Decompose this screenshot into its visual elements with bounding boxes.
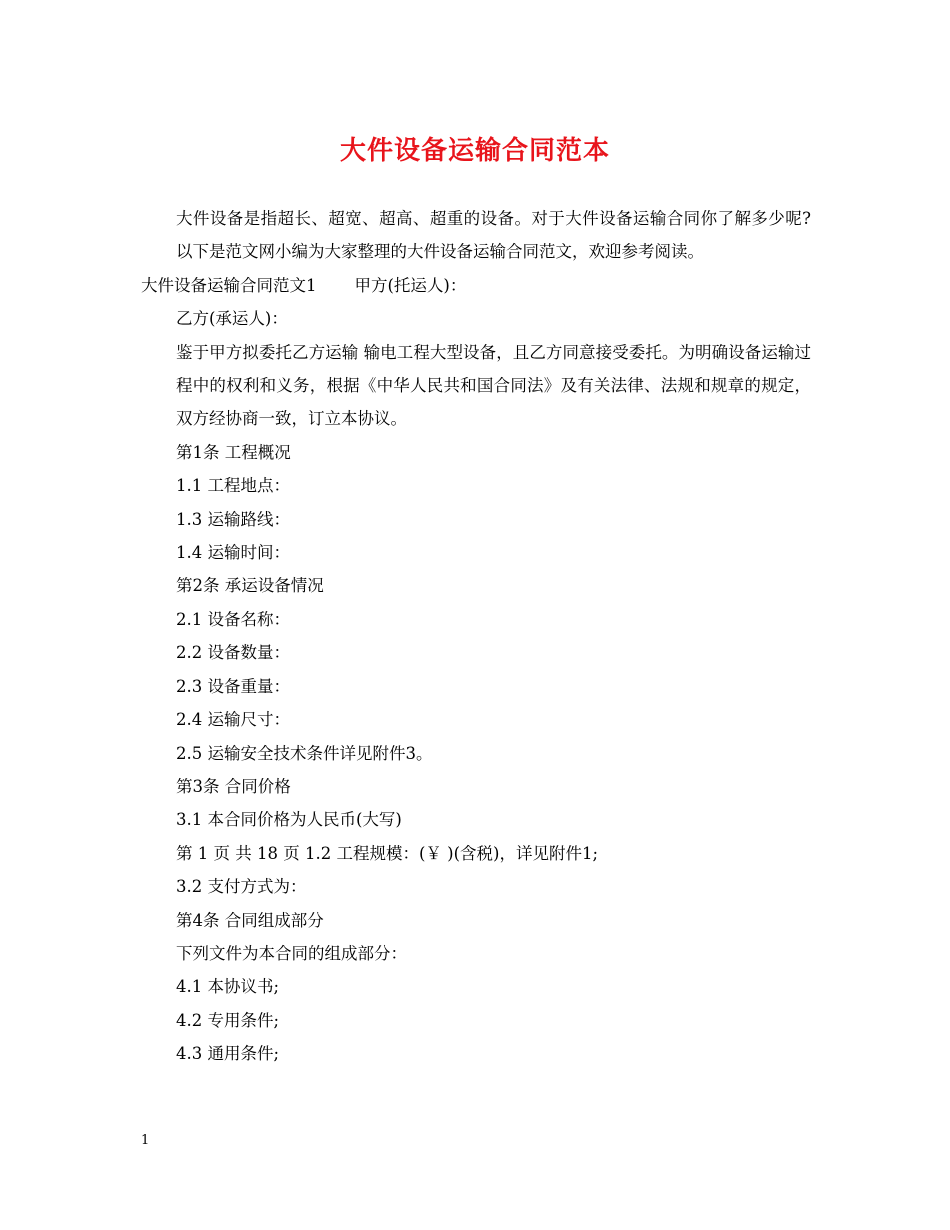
preamble-paragraph: 鉴于甲方拟委托乙方运输 输电工程大型设备，且乙方同意接受委托。为明确设备运输过程中的权利和义务，根据《中华人民共和国合同法》及有关法律、法规和规章的规定，双方经协商一致，订立本协议。 xyxy=(176,342,811,429)
clause-line: 2.5 运输安全技术条件详见附件3。 xyxy=(176,743,433,763)
clause-line: 2.2 设备数量： xyxy=(176,643,290,663)
party-a-label: 甲方(托运人)： xyxy=(354,275,467,295)
clause-line: 4.2 专用条件; xyxy=(176,1010,280,1030)
document-title: 大件设备运输合同范本 xyxy=(339,136,610,166)
clause-line: 4.3 通用条件; xyxy=(176,1044,280,1064)
sample-heading-line xyxy=(141,269,811,302)
clause-line: 3.1 本合同价格为人民币(大写) xyxy=(176,810,402,830)
clause-line: 3.2 支付方式为： xyxy=(176,877,307,897)
clause-line: 2.3 设备重量： xyxy=(176,676,290,696)
sample-heading: 大件设备运输合同范文1 xyxy=(141,275,317,295)
clause-line: 第2条 承运设备情况 xyxy=(176,576,324,596)
clause-line: 第3条 合同价格 xyxy=(176,776,291,796)
clause-line: 2.4 运输尺寸： xyxy=(176,710,290,730)
page-info-line: 第 1 页 共 18 页 1.2 工程规模：(￥ )(含税)，详见附件1; xyxy=(176,843,598,863)
document-body xyxy=(141,202,811,1071)
clause-line: 第4条 合同组成部分 xyxy=(176,910,324,930)
party-b-label: 乙方(承运人)： xyxy=(176,309,288,329)
page-number: 1 xyxy=(141,1133,150,1148)
clause-line: 1.4 运输时间： xyxy=(176,543,290,563)
clause-line: 第1条 工程概况 xyxy=(176,442,291,462)
clause-line: 1.1 工程地点： xyxy=(176,476,290,496)
clause-line: 4.1 本协议书; xyxy=(176,977,280,997)
intro-paragraph: 大件设备是指超长、超宽、超高、超重的设备。对于大件设备运输合同你了解多少呢?以下是范文网小编为大家整理的大件设备运输合同范文，欢迎参考阅读。 xyxy=(176,209,811,262)
clause-line: 2.1 设备名称： xyxy=(176,609,290,629)
clause-line: 下列文件为本合同的组成部分： xyxy=(176,943,407,963)
clause-line: 1.3 运输路线： xyxy=(176,509,290,529)
